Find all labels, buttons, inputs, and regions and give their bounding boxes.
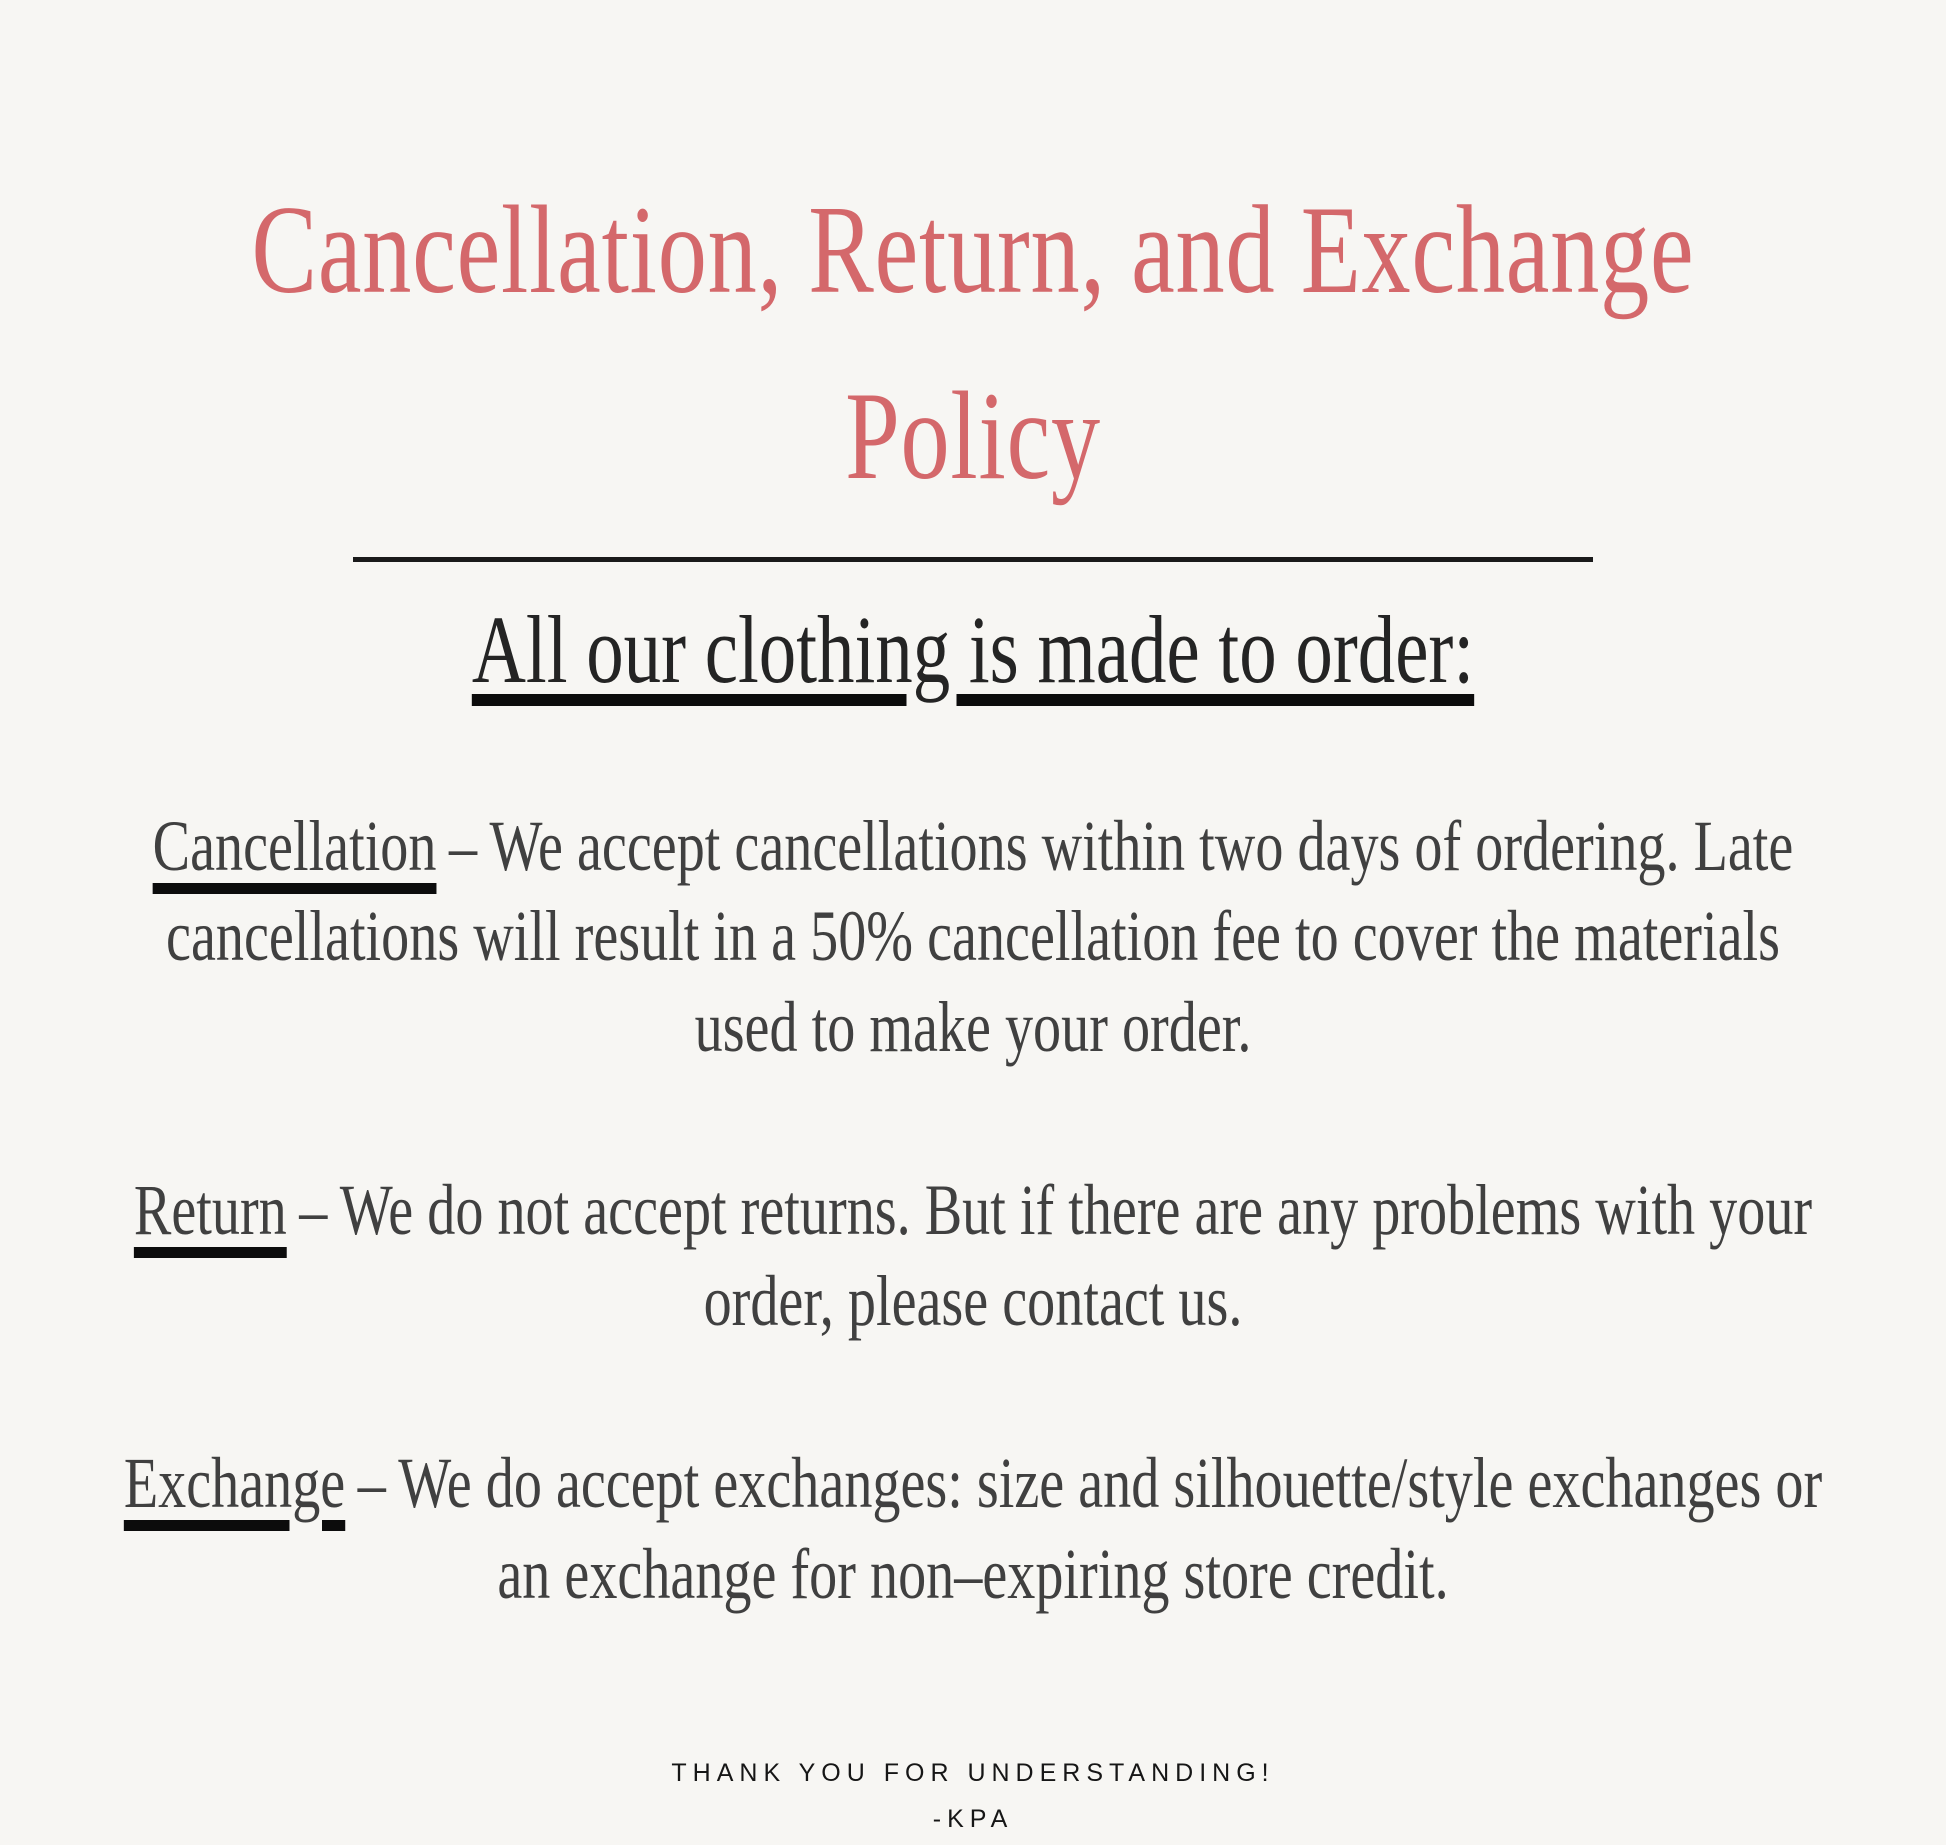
policy-cancellation-description: We accept cancellations within two days of ordering. Late cancellations will result in a 50% cancellation fee to cover the materials used to make your order. bbox=[166, 805, 1794, 1068]
policy-return-description: We do not accept returns. But if there are any problems with your order, please contact us. bbox=[339, 1169, 1813, 1341]
page-title-line2: Policy bbox=[845, 367, 1101, 507]
policy-cancellation-term: Cancellation bbox=[152, 805, 437, 886]
policy-return-term: Return bbox=[133, 1169, 287, 1250]
divider-line bbox=[353, 557, 1593, 562]
policy-return bbox=[64, 1165, 1881, 1346]
footer-signature: -KPA bbox=[932, 1805, 1014, 1834]
footer bbox=[0, 1750, 1946, 1843]
subtitle-made-to-order: All our clothing is made to order: bbox=[471, 595, 1475, 703]
policy-cancellation bbox=[119, 801, 1827, 1073]
footer-thank-you: THANK YOU FOR UNDERSTANDING! bbox=[671, 1758, 1275, 1787]
page-title-line1: Cancellation, Return, and Exchange bbox=[251, 181, 1695, 320]
policy-exchange bbox=[111, 1438, 1835, 1619]
policy-exchange-description: We do accept exchanges: size and silhouette/style exchanges or an exchange for non–expiring store credit. bbox=[398, 1443, 1823, 1615]
policy-return-dash: – bbox=[299, 1169, 328, 1250]
page-title bbox=[214, 158, 1732, 531]
policy-cancellation-dash: – bbox=[448, 805, 478, 886]
policy-exchange-term: Exchange bbox=[123, 1443, 346, 1524]
policy-exchange-dash: – bbox=[357, 1443, 386, 1524]
